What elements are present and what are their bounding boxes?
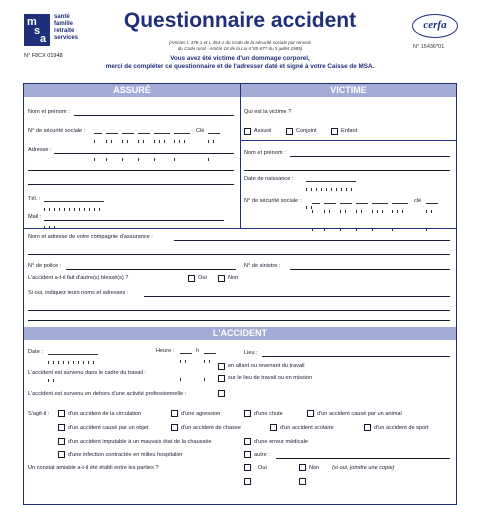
section-title-accident: L'ACCIDENT: [24, 327, 456, 340]
type-traffic-checkbox[interactable]: [58, 410, 65, 417]
section-title-victime: VICTIME: [241, 84, 456, 97]
accident-hour-cells[interactable]: [180, 350, 192, 354]
assure-address-field-1[interactable]: [54, 153, 234, 154]
accident-time-label: Heure :: [156, 348, 175, 354]
victime-who-label: Qui est la victime ?: [244, 109, 292, 115]
victime-assure-checkbox[interactable]: [244, 128, 251, 135]
policy-number-field[interactable]: [66, 269, 236, 270]
type-hospital-infection-label: d'une infection contractée en milieu hospitalier: [68, 452, 183, 458]
type-traffic-label: d'un accident de la circulation: [68, 411, 142, 417]
assure-mail-field[interactable]: [44, 220, 224, 221]
assure-phone-cells[interactable]: [44, 198, 104, 202]
assure-key-cells[interactable]: [208, 130, 220, 134]
type-hunting-checkbox[interactable]: [171, 424, 178, 431]
type-object-checkbox[interactable]: [58, 424, 65, 431]
assure-ssn-cells-6[interactable]: [174, 130, 190, 134]
victime-ssn-cells-1[interactable]: [312, 200, 320, 204]
type-other-field[interactable]: [276, 458, 450, 459]
victime-enfant-checkbox[interactable]: [331, 128, 338, 135]
other-injured-names-field-2[interactable]: [28, 310, 450, 311]
other-injured-names-label: Si oui, indiquez leurs noms et adresses :: [28, 290, 129, 296]
next-row-checkbox-2[interactable]: [299, 478, 306, 485]
next-row-checkbox-1[interactable]: [244, 478, 251, 485]
type-fall-checkbox[interactable]: [244, 410, 251, 417]
non-professional-checkbox[interactable]: [218, 390, 225, 397]
constat-note: (si oui, joindre une copie): [332, 465, 395, 471]
victime-ssn-cells-3[interactable]: [340, 200, 352, 204]
commute-label: en allant ou revenant du travail: [228, 363, 305, 369]
constat-no-checkbox[interactable]: [299, 464, 306, 471]
type-sport-label: d'un accident de sport: [374, 425, 429, 431]
victime-ssn-cells-5[interactable]: [372, 200, 388, 204]
type-hunting-label: d'un accident de chasse: [181, 425, 241, 431]
claim-number-field[interactable]: [290, 269, 450, 270]
assure-ssn-cells-4[interactable]: [138, 130, 150, 134]
form-code: N° F8CX 01948: [24, 53, 63, 59]
constat-question: Un constat amiable a-t-il été établi entre les parties ?: [28, 465, 159, 471]
msa-logo: m s a: [24, 14, 50, 46]
victime-separator: [240, 140, 456, 141]
type-school-label: d'un accident scolaire: [280, 425, 334, 431]
type-road-condition-checkbox[interactable]: [58, 438, 65, 445]
victime-ssn-cells-4[interactable]: [356, 200, 368, 204]
constat-no-label: Non: [309, 465, 320, 471]
victime-ssn-cells-2[interactable]: [324, 200, 336, 204]
work-context-question: L'accident est survenu dans le cadre du travail :: [28, 370, 146, 376]
assure-ssn-cells-2[interactable]: [106, 130, 118, 134]
type-other-checkbox[interactable]: [244, 451, 251, 458]
other-injured-names-field-1[interactable]: [144, 296, 450, 297]
type-assault-checkbox[interactable]: [171, 410, 178, 417]
accident-minute-cells[interactable]: [204, 350, 216, 354]
victime-name-field-2[interactable]: [244, 170, 450, 171]
victime-conjoint-checkbox[interactable]: [286, 128, 293, 135]
insurance-company-field-1[interactable]: [174, 240, 450, 241]
other-injured-names-field-3[interactable]: [28, 320, 450, 321]
assure-ssn-label: N° de sécurité sociale :: [28, 128, 86, 134]
form-frame: [23, 83, 457, 505]
commute-checkbox[interactable]: [218, 363, 225, 370]
victime-birthdate-cells[interactable]: [306, 178, 356, 182]
type-other-label: autre :: [254, 452, 270, 458]
insurance-company-field-2[interactable]: [28, 254, 450, 255]
type-animal-label: d'un accident causé par un animal: [317, 411, 402, 417]
constat-yes-label: Oui: [258, 465, 267, 471]
other-injured-question: L'accident a-t-il fait d'autre(s) blessé(s) ?: [28, 275, 129, 281]
claim-number-label: N° de sinistre :: [244, 263, 281, 269]
accident-date-cells[interactable]: [48, 351, 98, 355]
intro-text: Vous avez été victime d'un dommage corporel, merci de compléter ce questionnaire et de l'adresser daté et signé à votre Caisse de MSA.: [105, 55, 375, 70]
assure-ssn-cells-5[interactable]: [154, 130, 170, 134]
assure-name-label: Nom et prénom :: [28, 109, 70, 115]
cerfa-logo: cerfa: [412, 14, 458, 38]
page-title: Questionnaire accident: [123, 9, 357, 32]
msa-logo-text: santé famille retraite services: [54, 14, 79, 41]
section-title-assure: ASSURÉ: [24, 84, 240, 97]
assure-key-label: Clé: [196, 128, 205, 134]
type-school-checkbox[interactable]: [270, 424, 277, 431]
constat-yes-checkbox[interactable]: [244, 464, 251, 471]
type-medical-error-label: d'une erreur médicale: [254, 439, 308, 445]
type-road-condition-label: d'un accident imputable à un mauvais état de la chaussée: [68, 439, 212, 445]
type-sport-checkbox[interactable]: [364, 424, 371, 431]
non-professional-question: L'accident est survenu en dehors d'une activité professionnelle :: [28, 391, 187, 397]
other-injured-yes-checkbox[interactable]: [188, 275, 195, 282]
accident-date-label: Date :: [28, 349, 43, 355]
other-injured-yes-label: Oui: [198, 275, 207, 281]
workplace-checkbox[interactable]: [218, 375, 225, 382]
accident-hour-unit: h: [196, 348, 200, 354]
type-object-label: d'un accident causé par un objet: [68, 425, 149, 431]
assure-address-label: Adresse :: [28, 147, 52, 153]
legal-reference: (Articles L 376-1 et L 454-1 du Code de la sécurité sociale par renvois du Code rural - Article 18 de la Loi n°85-677 du 5 juillet 1985): [168, 40, 312, 51]
policy-number-label: N° de police :: [28, 263, 62, 269]
type-animal-checkbox[interactable]: [307, 410, 314, 417]
victime-ssn-label: N° de sécurité sociale :: [244, 198, 302, 204]
workplace-label: sur le lieu de travail ou en mission: [228, 375, 313, 381]
victime-key-label: clé: [414, 198, 422, 204]
victime-key-cells[interactable]: [426, 200, 438, 204]
accident-place-label: Lieu :: [244, 350, 258, 356]
assure-mail-label: Mail :: [28, 214, 42, 220]
assure-phone-label: Tél. :: [28, 196, 41, 202]
assure-address-field-3[interactable]: [28, 184, 234, 185]
section-separator-insurance: [24, 228, 456, 229]
type-medical-error-checkbox[interactable]: [244, 438, 251, 445]
accident-type-label: S'agit-il :: [28, 411, 50, 417]
victime-name-field[interactable]: [290, 156, 450, 157]
other-injured-no-label: Non: [228, 275, 239, 281]
accident-place-field[interactable]: [262, 356, 450, 357]
insurance-company-label: Nom et adresse de votre compagnie d'assurance :: [28, 234, 153, 240]
assure-name-field[interactable]: [74, 115, 234, 116]
victime-assure-label: Assuré: [254, 128, 272, 134]
victime-ssn-cells-6[interactable]: [392, 200, 408, 204]
assure-address-field-2[interactable]: [28, 170, 234, 171]
other-injured-no-checkbox[interactable]: [218, 275, 225, 282]
assure-ssn-cells-1[interactable]: [94, 130, 102, 134]
cerfa-number: N° 15436*01: [413, 44, 445, 50]
assure-ssn-cells-3[interactable]: [122, 130, 134, 134]
victime-enfant-label: Enfant: [341, 128, 358, 134]
type-assault-label: d'une agression: [181, 411, 221, 417]
column-divider: [240, 84, 241, 228]
type-hospital-infection-checkbox[interactable]: [58, 451, 65, 458]
type-fall-label: d'une chute: [254, 411, 283, 417]
victime-birthdate-label: Date de naissance :: [244, 176, 294, 182]
victime-name-label: Nom et prénom :: [244, 150, 286, 156]
victime-conjoint-label: Conjoint: [296, 128, 317, 134]
